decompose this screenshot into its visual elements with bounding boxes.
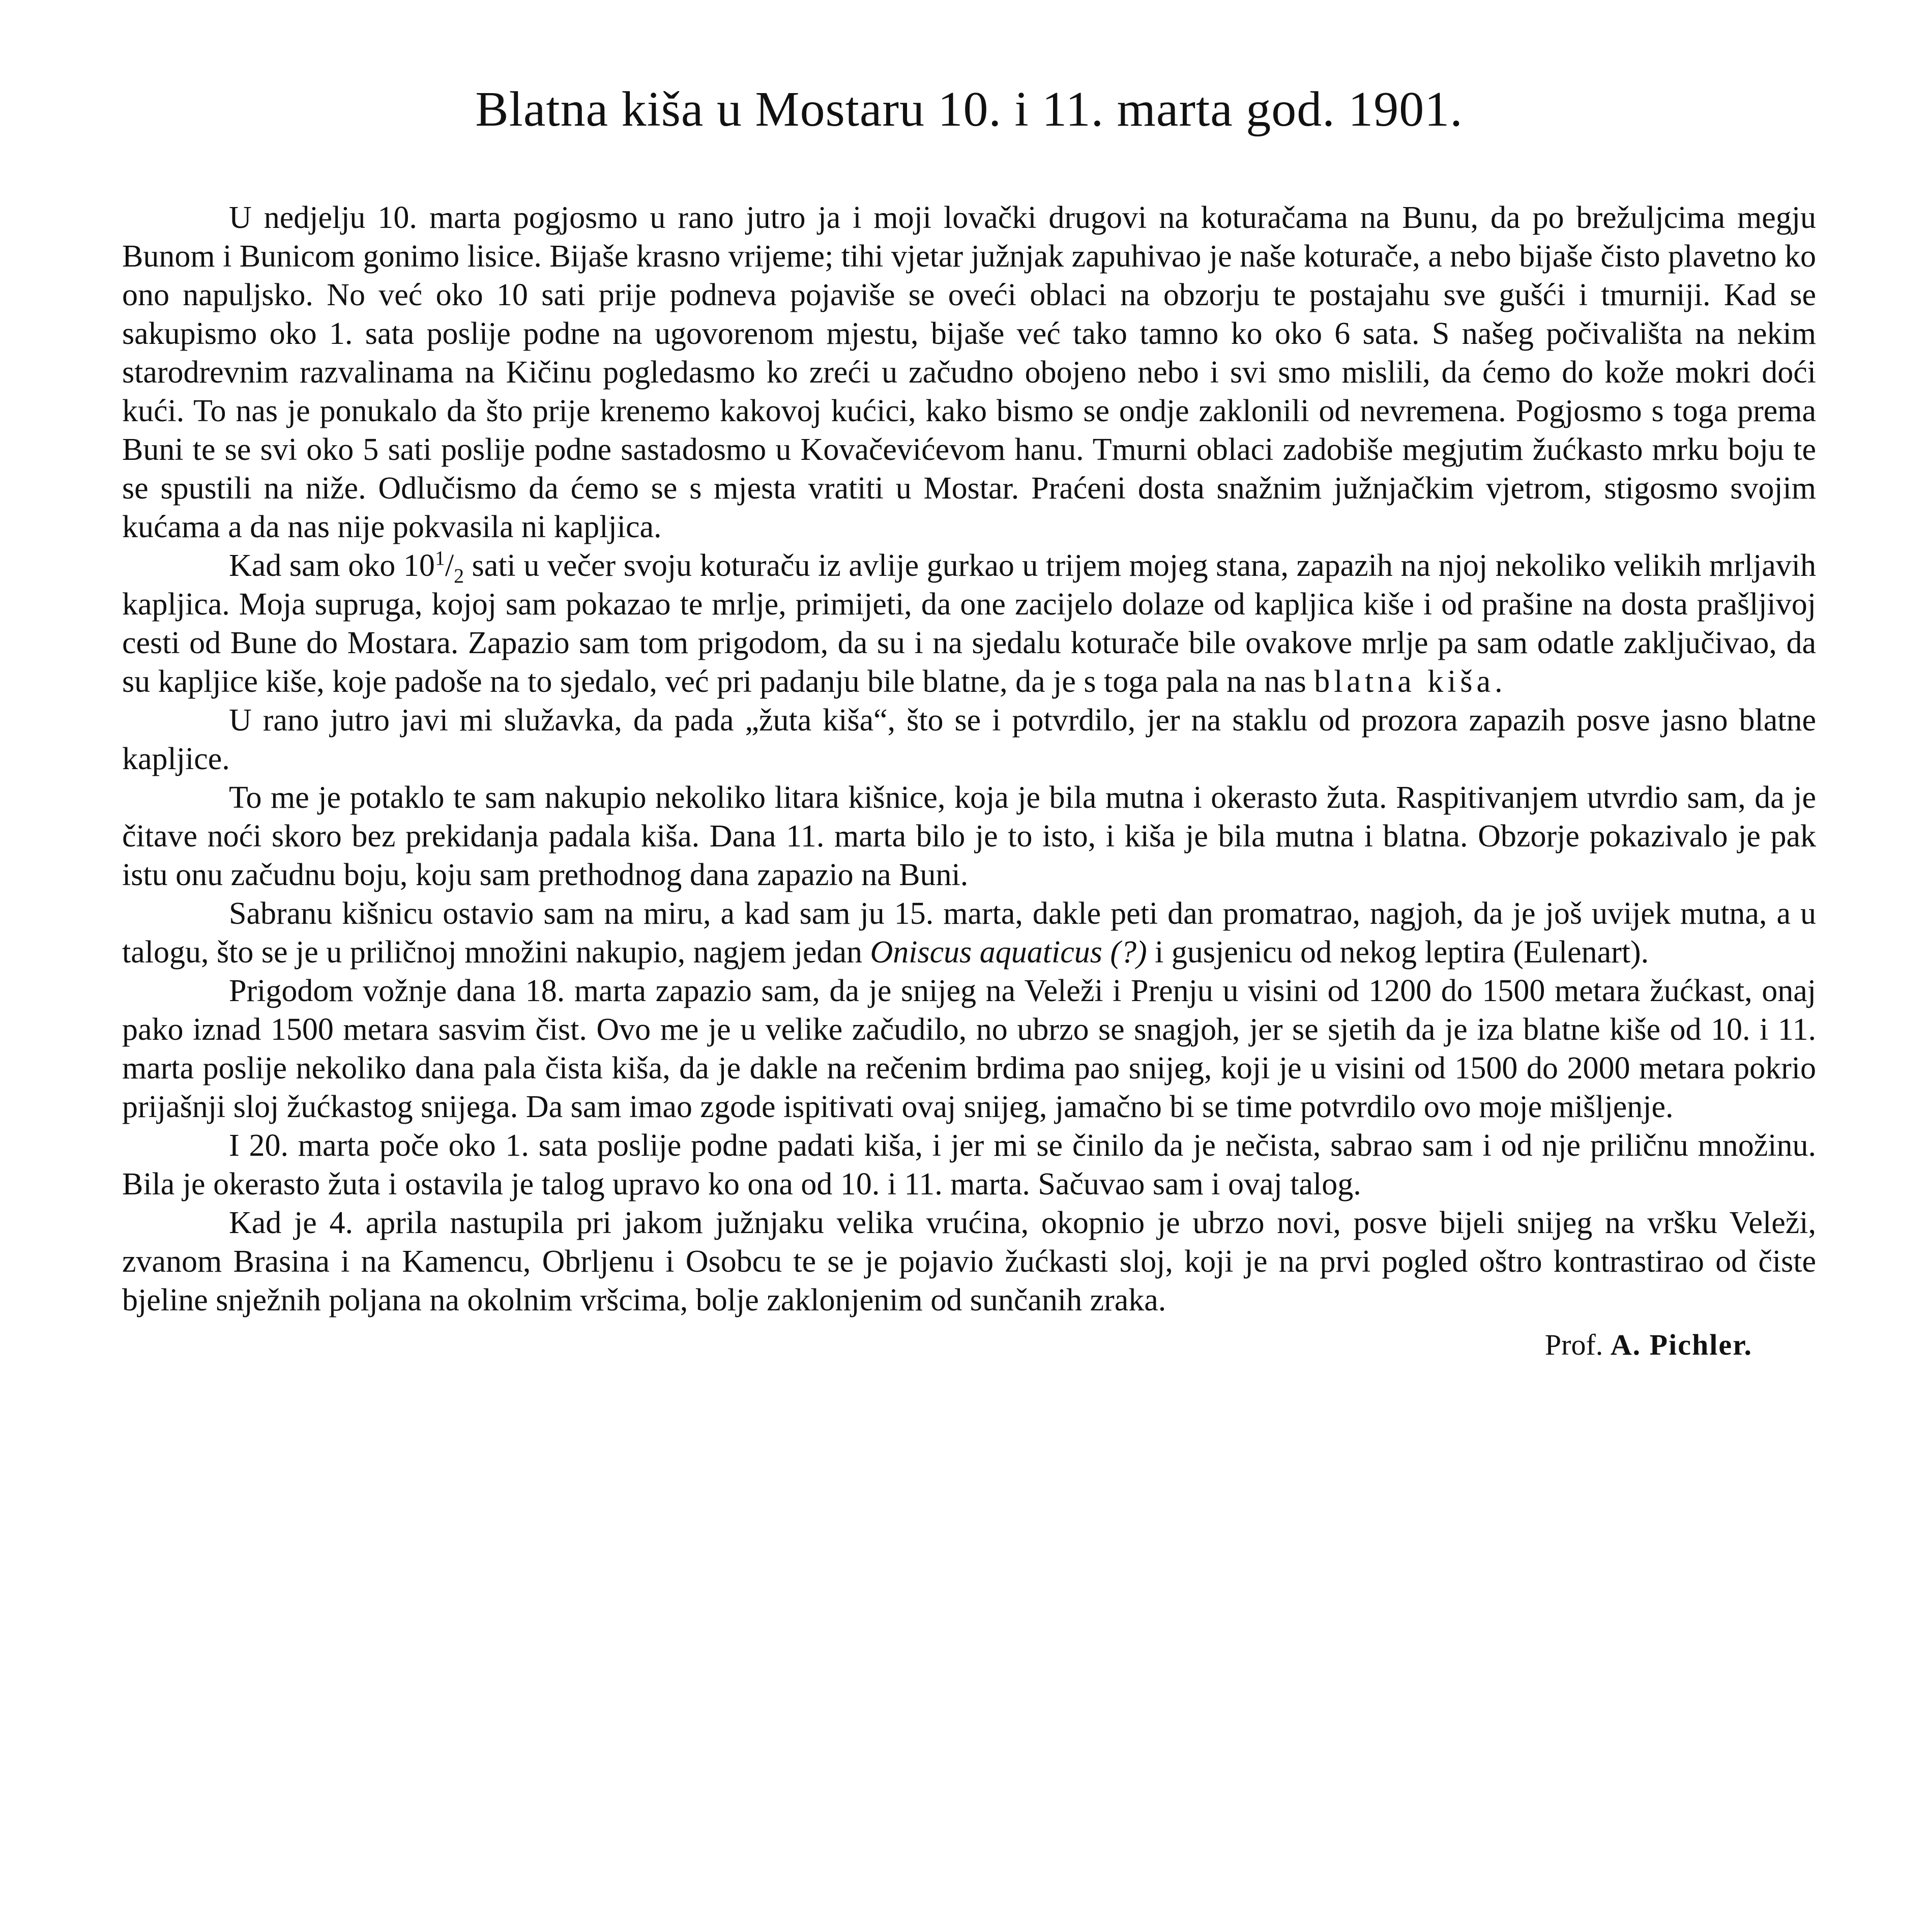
- paragraph-3: U rano jutro javi mi služavka, da pada „žuta kiša“, što se i potvrdilo, jer na staklu od prozora zapazih posve jasno blatne kapljice.: [122, 703, 1816, 776]
- paragraph-2-text-a: Kad sam oko 10: [229, 548, 435, 583]
- paragraph-7: I 20. marta poče oko 1. sata poslije podne padati kiša, i jer mi se činilo da je nečista, sabrao sam i od nje priličnu množinu. Bila je okerasto žuta i ostavila je talog upravo ko ona od 10. i 11. marta. Sačuvao sam i ovaj talog.: [122, 1128, 1816, 1202]
- author-title: Prof.: [1544, 1328, 1611, 1361]
- paragraph-5-text-a: Sabranu kišnicu ostavio sam na miru, a kad sam ju 15. marta, dakle peti dan promatrao, nagjoh, da je još uvijek mutna, a u talogu, što se je u priličnoj množini nakupio, nagjem jedan: [122, 896, 1816, 970]
- paragraph-1: U nedjelju 10. marta pogjosmo u rano jutro ja i moji lovački drugovi na koturačama na Bunu, da po brežuljcima megju Bunom i Bunicom gonimo lisice. Bijaše krasno vrijeme; tihi vjetar južnjak zapuhivao je naše koturače, a nebo bijaše čisto plavetno ko ono napuljsko. No već oko 10 sati prije podneva pojaviše se oveći oblaci na obzorju te postajahu sve gušći i tmurniji. Kad se sakupismo oko 1. sata poslije podne na ugovorenom mjestu, bijaše već tako tamno ko oko 6 sata. S našeg počivališta na nekim starodrevnim razvalinama na Kičinu pogledasmo ko zreći u začudno obojeno nebo i svi smo mislili, da ćemo do kože mokri doći kući. To nas je ponukalo da što prije krenemo kakovoj kućici, kako bismo se ondje zaklonili od nevremena. Pogjosmo s toga prema Buni te se svi oko 5 sati poslije podne sastadosmo u Kovačevićevom hanu. Tmurni oblaci zadobiše megjutim žućkasto mrku boju te se spustili na niže. Odlučismo da ćemo se s mjesta vratiti u Mostar. Praćeni dosta snažnim južnjačkim vjetrom, stigosmo svojim kućama a da nas nije pokvasila ni kapljica.: [122, 200, 1816, 544]
- author-name: A. Pichler.: [1610, 1328, 1752, 1361]
- paragraph-2-text-c: .: [1495, 664, 1503, 699]
- author-signature: [122, 1325, 1816, 1365]
- paragraph-4: To me je potaklo te sam nakupio nekoliko litara kišnice, koja je bila mutna i okerasto žuta. Raspitivanjem utvrdio sam, da je čitave noći skoro bez prekidanja padala kiša. Dana 11. marta bilo je to isto, i kiša je bila mutna i blatna. Obzorje pokazivalo je pak istu onu začudnu boju, koju sam prethodnog dana zapazio na Buni.: [122, 780, 1816, 892]
- fraction-denominator: 2: [454, 564, 464, 588]
- species-name: Oniscus aquaticus (?): [870, 935, 1147, 970]
- paragraph-2: Kad sam oko $10^1/_2$ sati u večer svoju koturaču iz avlije gurkao u trijem mojeg stana, zapazih na njoj nekoliko velikih mrljavih kapljica. Moja supruga, kojoj sam pokazao te mrlje, primijeti, da one zacijelo dolaze od kapljica kiše i od prašine na dosta prašljivoj cesti od Bune do Mostara. Zapazio sam tom prigodom, da su i na sjedalu koturače bile ovakove mrlje pa sam odatle zaključivao, da su kapljice kiše, koje padoše na to sjedalo, već pri padanju bile blatne, da je s toga pala na nas blatna kiša.: [122, 546, 1816, 699]
- emphasis-blatna-kisa: blatna kiša: [1314, 664, 1495, 699]
- paragraph-2-text-b: sati u večer svoju koturaču iz avlije gurkao u trijem mojeg stana, zapazih na njoj nekoliko velikih mrljavih kapljica. Moja supruga, kojoj sam pokazao te mrlje, primijeti, da one zacijelo dolaze od kapljica kiše i od prašine na dosta prašljivoj cesti od Bune do Mostara. Zapazio sam tom prigodom, da su i na sjedalu koturače bile ovakove mrlje pa sam odatle zaključivao, da su kapljice kiše, koje padoše na to sjedalo, već pri padanju bile blatne, da je s toga pala na nas: [122, 548, 1816, 699]
- article-title: Blatna kiša u Mostaru 10. i 11. marta god. 1901.: [475, 82, 1463, 137]
- paragraph-5-text-b: i gusjenicu od nekog leptira (Eulenart).: [1147, 935, 1649, 970]
- fraction-numerator: 1: [434, 546, 445, 570]
- paragraph-8: Kad je 4. aprila nastupila pri jakom južnjaku velika vrućina, okopnio je ubrzo novi, posve bijeli snijeg na vršku Veleži, zvanom Brasina i na Kamencu, Obrljenu i Osobcu te se je pojavio žućkasti sloj, koji je na prvi pogled oštro kontrastirao od čiste bjeline snježnih poljana na okolnim vršcima, bolje zaklonjenim od sunčanih zraka.: [122, 1206, 1816, 1318]
- paragraph-5: [122, 894, 1816, 972]
- paragraph-6: Prigodom vožnje dana 18. marta zapazio sam, da je snijeg na Veleži i Prenju u visini od 1200 do 1500 metara žućkast, onaj pako iznad 1500 metara sasvim čist. Ovo me je u velike začudilo, no ubrzo se snagjoh, jer se sjetih da je iza blatne kiše od 10. i 11. marta poslije nekoliko dana pala čista kiša, da je dakle na rečenim brdima pao snijeg, koji je u visini od 1500 do 2000 metara pokrio prijašnji sloj žućkastog snijega. Da sam imao zgode ispitivati ovaj snijeg, jamačno bi se time potvrdilo ovo moje mišljenje.: [122, 974, 1816, 1124]
- document-page: [122, 76, 1816, 1887]
